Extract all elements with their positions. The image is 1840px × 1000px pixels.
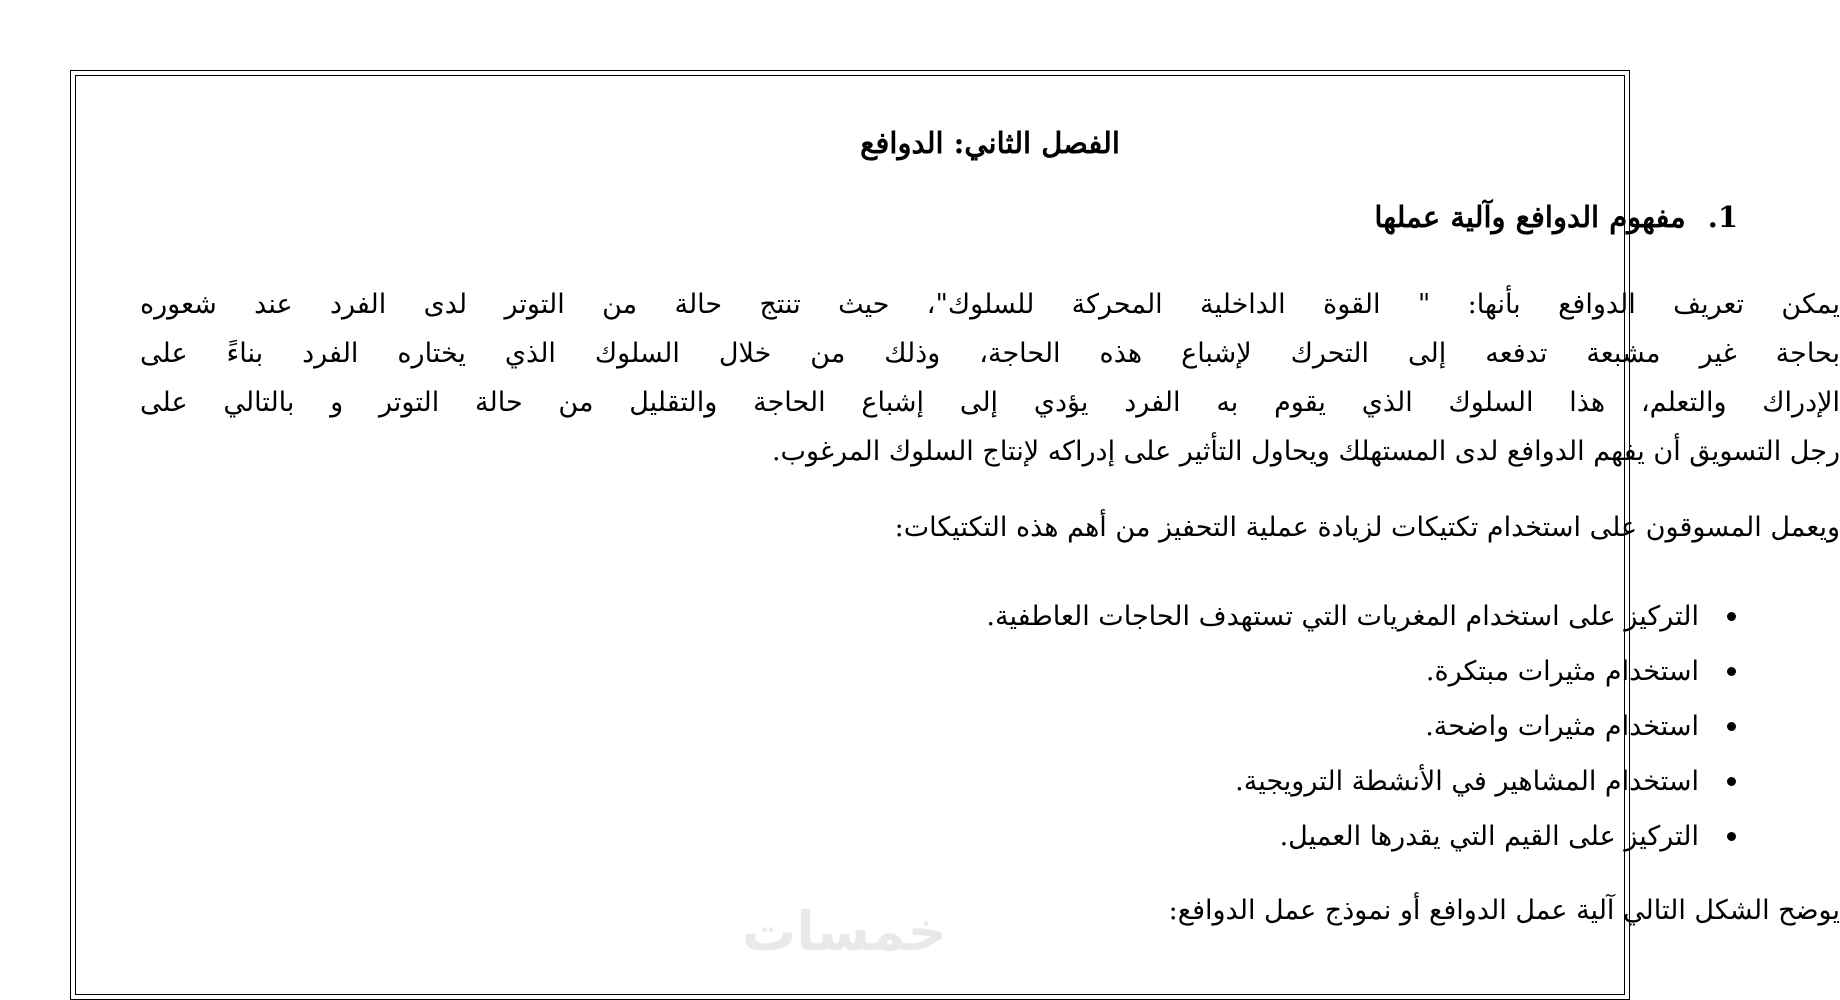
tactics-list [986, 589, 1736, 864]
list-item [986, 644, 1736, 699]
definition-paragraph [140, 280, 1840, 476]
list-item-text: التركيز على القيم التي يقدرها العميل. [1279, 821, 1699, 852]
section-heading [1374, 200, 1738, 234]
bullet-icon [1727, 612, 1736, 621]
watermark-logo: خمسات [742, 900, 947, 963]
list-item [986, 809, 1736, 864]
paragraph-line: رجل التسويق أن يفهم الدوافع لدى المستهلك ويحاول التأثير على إدراكه لإنتاج السلوك المرغوب. [771, 436, 1840, 467]
section-number: 1. [1707, 200, 1738, 234]
list-item-text: استخدام المشاهير في الأنشطة الترويجية. [1235, 766, 1699, 797]
section-title: مفهوم الدوافع وآلية عملها [1374, 200, 1686, 234]
list-item-text: التركيز على استخدام المغريات التي تستهدف الحاجات العاطفية. [986, 601, 1699, 632]
list-item-text: استخدام مثيرات مبتكرة. [1425, 656, 1699, 687]
paragraph-line: بحاجة غير مشبعة تدفعه إلى التحرك لإشباع هذه الحاجة، وذلك من خلال السلوك الذي يختاره الفرد بناءً على [140, 338, 1840, 369]
list-item-text: استخدام مثيرات واضحة. [1425, 711, 1699, 742]
chapter-title-text: الفصل الثاني: الدوافع [860, 126, 1120, 160]
paragraph-line: يمكن تعريف الدوافع بأنها: " القوة الداخلية المحركة للسلوك"، حيث تنتج حالة من التوتر لدى الفرد عند شعوره [140, 289, 1840, 320]
list-item [986, 699, 1736, 754]
list-item [986, 754, 1736, 809]
paragraph-line: الإدراك والتعلم، هذا السلوك الذي يقوم به الفرد يؤدي إلى إشباع الحاجة والتقليل من حالة التوتر و بالتالي على [140, 387, 1840, 418]
tactics-intro: ويعمل المسوقون على استخدام تكتيكات لزيادة عملية التحفيز من أهم هذه التكتيكات: [894, 512, 1840, 543]
bullet-icon [1727, 667, 1736, 676]
bullet-icon [1727, 722, 1736, 731]
list-item [986, 589, 1736, 644]
chapter-title [140, 126, 1840, 160]
bullet-icon [1727, 777, 1736, 786]
bullet-icon [1727, 832, 1736, 841]
figure-intro: يوضح الشكل التالي آلية عمل الدوافع أو نموذج عمل الدوافع: [1168, 895, 1840, 926]
